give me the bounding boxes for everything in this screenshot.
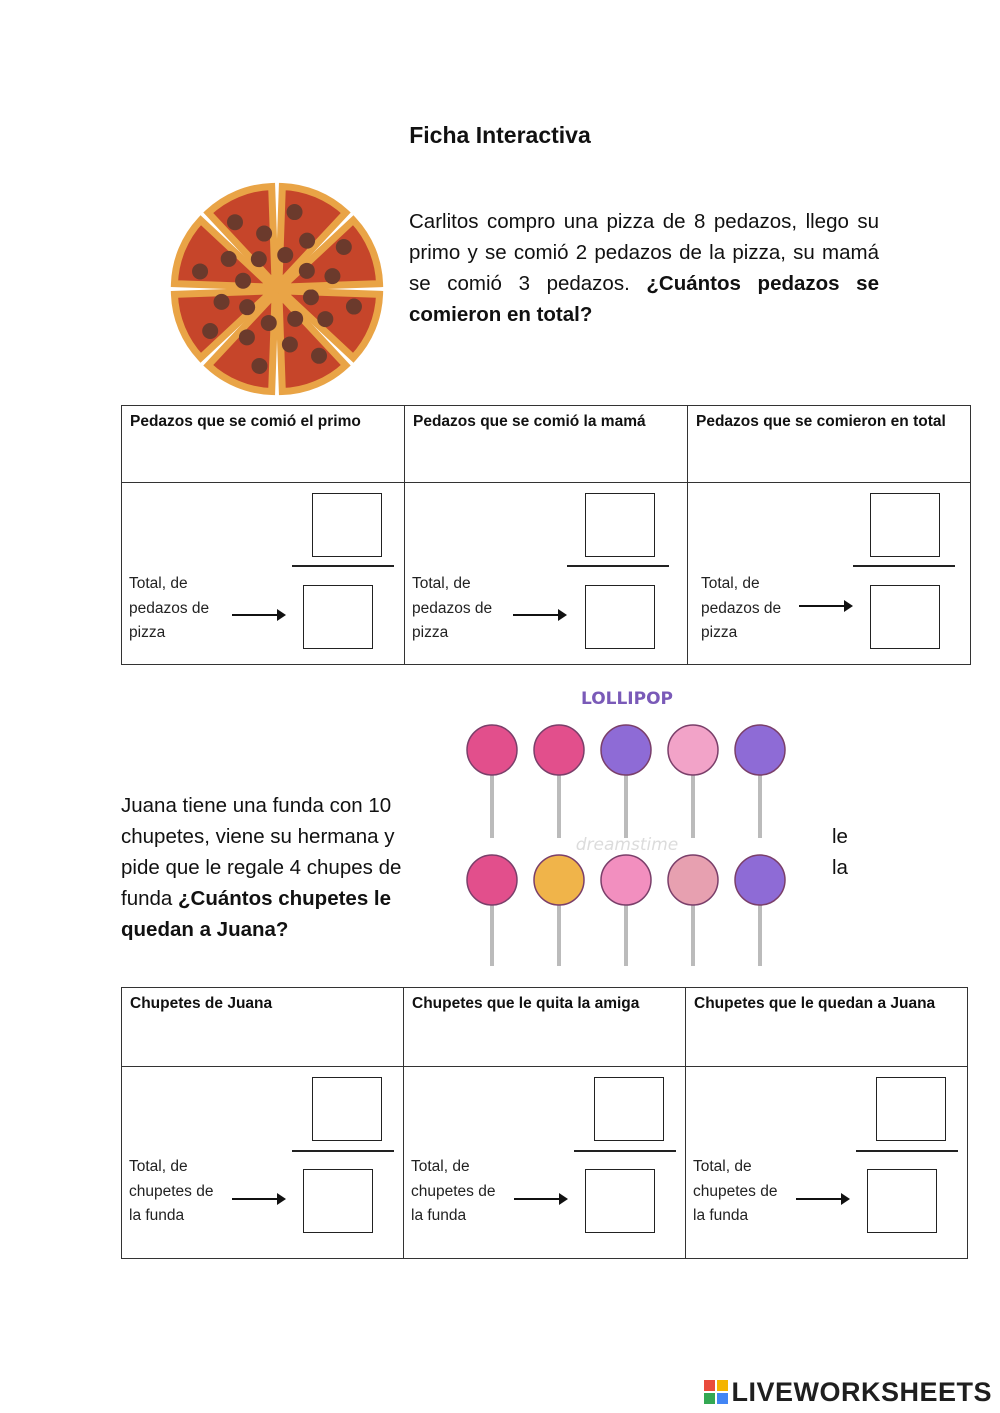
numerator-input-box[interactable] [312, 493, 382, 557]
pepperoni [214, 294, 230, 310]
pepperoni [261, 315, 277, 331]
fraction-line [856, 1150, 958, 1152]
pepperoni [299, 263, 315, 279]
arrow-right-icon [799, 605, 851, 607]
fraction-line [292, 1150, 394, 1152]
pepperoni [202, 323, 218, 339]
pizza-answer-cell-2 [405, 483, 688, 665]
lollipop-candy [668, 855, 718, 905]
logo-text: LIVEWORKSHEETS [731, 1377, 992, 1407]
pepperoni [239, 299, 255, 315]
arrow-right-icon [232, 614, 284, 616]
answer-input-box[interactable] [585, 1169, 655, 1233]
answer-input-box[interactable] [303, 1169, 373, 1233]
liveworksheets-logo-icon [703, 1379, 729, 1405]
arrow-right-icon [514, 1198, 566, 1200]
pizza-header-primo [122, 406, 405, 483]
liveworksheets-logo [703, 1377, 992, 1408]
lollipop-caption: LOLLIPOP [580, 689, 674, 709]
lollipop-candy [467, 725, 517, 775]
pizza-answer-cell-3 [688, 483, 971, 665]
answer-input-box[interactable] [303, 585, 373, 649]
header-label: Pedazos que se comió la mamá [413, 413, 646, 430]
page-title: Ficha Interactiva [409, 122, 591, 148]
lollipop-answer-cell-3 [686, 1067, 968, 1259]
pepperoni [299, 233, 315, 249]
pizza-header-total [688, 406, 971, 483]
numerator-input-box[interactable] [870, 493, 940, 557]
fraction-line [853, 565, 955, 567]
lollipop-candy [735, 855, 785, 905]
arrow-right-icon [232, 1198, 284, 1200]
pizza-table [121, 405, 971, 665]
pepperoni [346, 299, 362, 315]
pepperoni [239, 329, 255, 345]
pepperoni [324, 268, 340, 284]
numerator-input-box[interactable] [876, 1077, 946, 1141]
header-label: Pedazos que se comieron en total [696, 413, 946, 430]
pepperoni [235, 273, 251, 289]
lollipop-candy [735, 725, 785, 775]
total-label: Total, de chupetes de la funda [411, 1158, 496, 1224]
lollipop-answer-cell-2 [404, 1067, 686, 1259]
header-label: Chupetes que le quita la amiga [412, 995, 640, 1012]
total-label: Total, de pedazos de pizza [701, 575, 782, 641]
pepperoni [287, 204, 303, 220]
numerator-input-box[interactable] [585, 493, 655, 557]
problem2-question: ¿Cuántos chupetes le quedan a Juana? [121, 887, 392, 941]
pepperoni [221, 251, 237, 267]
problem1-statement: Carlitos compro una pizza de 8 pedazos, llego su primo y se comió 2 pedazos de la pizza, su mamá se comió 3 pedazos. [409, 210, 879, 295]
numerator-input-box[interactable] [594, 1077, 664, 1141]
answer-input-box[interactable] [867, 1169, 937, 1233]
fraction-line [567, 565, 669, 567]
lollipop-table [121, 987, 968, 1259]
lollipop-answer-cell-1 [122, 1067, 404, 1259]
pizza-answer-cell-1 [122, 483, 405, 665]
total-label: Total, de pedazos de pizza [129, 575, 210, 641]
pepperoni [256, 226, 272, 242]
problem1-question: ¿Cuántos pedazos se comieron en total? [409, 272, 879, 326]
pepperoni [251, 251, 267, 267]
answer-input-box[interactable] [585, 585, 655, 649]
lollipop-candy [601, 725, 651, 775]
header-label: Pedazos que se comió el primo [130, 413, 361, 430]
problem2-text [121, 790, 413, 945]
lollipops-illustration [455, 680, 800, 970]
lollipop-header-juana [122, 988, 404, 1067]
lollipop-header-amiga [404, 988, 686, 1067]
arrow-right-icon [513, 614, 565, 616]
lollipop-candy [534, 725, 584, 775]
pepperoni [317, 311, 333, 327]
problem2-statement: Juana tiene una funda con 10 chupetes, viene su hermana y pide que le regale 4 chupes de funda [121, 794, 402, 910]
header-label: Chupetes que le quedan a Juana [694, 995, 936, 1012]
watermark: dreamstime [575, 835, 679, 855]
numerator-input-box[interactable] [312, 1077, 382, 1141]
lollipop-candy [601, 855, 651, 905]
lollipop-candy [534, 855, 584, 905]
fraction-line [292, 565, 394, 567]
wrap-word-la: la [832, 856, 848, 879]
answer-input-box[interactable] [870, 585, 940, 649]
pepperoni [251, 358, 267, 374]
pepperoni [303, 289, 319, 305]
lollipop-candy [467, 855, 517, 905]
fraction-line [574, 1150, 676, 1152]
wrap-word-le: le [832, 825, 848, 848]
header-label: Chupetes de Juana [130, 995, 273, 1012]
pepperoni [336, 239, 352, 255]
pizza-illustration [170, 182, 385, 397]
pepperoni [227, 214, 243, 230]
arrow-right-icon [796, 1198, 848, 1200]
pepperoni [311, 348, 327, 364]
pepperoni [192, 263, 208, 279]
total-label: Total, de chupetes de la funda [693, 1158, 778, 1224]
total-label: Total, de pedazos de pizza [412, 575, 493, 641]
total-label: Total, de chupetes de la funda [129, 1158, 214, 1224]
lollipop-candy [668, 725, 718, 775]
problem1-text [409, 206, 879, 330]
pepperoni [277, 247, 293, 263]
pizza-header-mama [405, 406, 688, 483]
lollipop-header-quedan [686, 988, 968, 1067]
pepperoni [282, 336, 298, 352]
pepperoni [287, 311, 303, 327]
